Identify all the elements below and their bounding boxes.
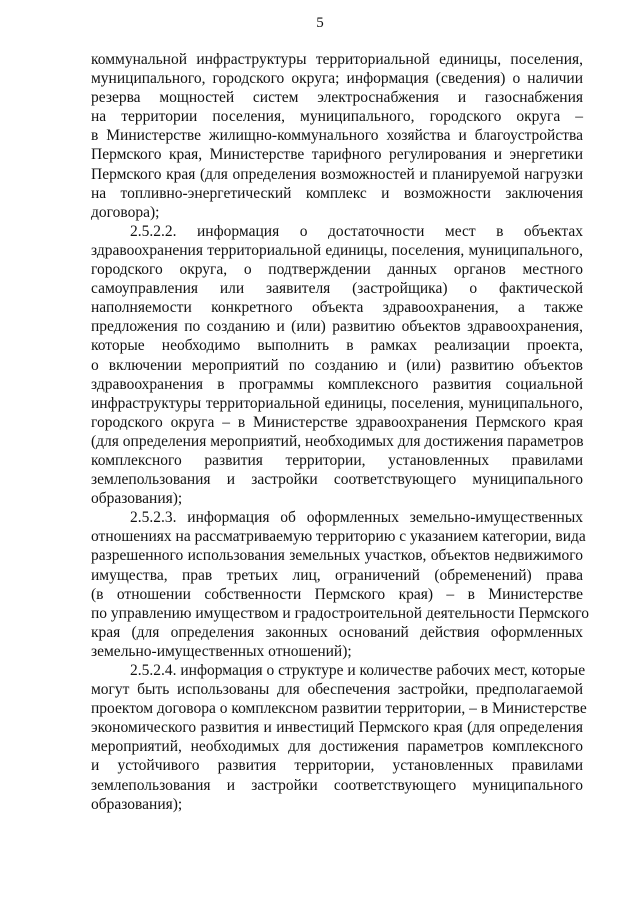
text-line: которые необходимо выполнить в рамках реализации проекта, bbox=[91, 337, 583, 355]
text-line: землепользования и застройки соответствующего муниципального bbox=[91, 776, 583, 794]
paragraph-2-5-2-2 bbox=[91, 222, 583, 508]
text-line: на территории поселения, муниципального, городского округа – bbox=[91, 108, 583, 126]
text-line: 2.5.2.2. информация о достаточности мест в объектах bbox=[130, 222, 583, 240]
text-line: 2.5.2.3. информация об оформленных земельно-имущественных bbox=[130, 509, 583, 527]
text-line: городского округа, о подтверждении данных органов местного bbox=[91, 261, 583, 279]
text-line: (в отношении собственности Пермского края) – в Министерстве bbox=[91, 585, 583, 603]
text-line: наполняемости конкретного объекта здравоохранения, а также bbox=[91, 299, 583, 317]
text-line: в Министерстве жилищно-коммунального хозяйства и благоустройства bbox=[91, 127, 583, 145]
text-line: резерва мощностей систем электроснабжения и газоснабжения bbox=[91, 89, 583, 107]
paragraph-2-5-2-3 bbox=[91, 508, 590, 661]
text-line: отношениях на рассматриваемую территорию с указанием категории, вида bbox=[91, 528, 586, 546]
paragraph-continuation bbox=[91, 50, 583, 222]
text-line: здравоохранения в программы комплексного развития социальной bbox=[91, 375, 583, 393]
text-line: инфраструктуры территориальной единицы, поселения, муниципального, bbox=[91, 394, 583, 412]
text-line: могут быть использованы для обеспечения застройки, предполагаемой bbox=[91, 681, 583, 699]
text-line: коммунальной инфраструктуры территориальной единицы, поселения, bbox=[91, 51, 583, 68]
text-line: разрешенного использования земельных участков, объектов недвижимого bbox=[91, 547, 583, 565]
text-line: имущества, прав третьих лиц, ограничений (обременений) права bbox=[91, 566, 583, 584]
text-line: мероприятий, необходимых для достижения параметров комплексного bbox=[91, 738, 583, 756]
text-line: на топливно-энергетический комплекс и возможности заключения bbox=[91, 184, 583, 202]
text-line: Пермского края, Министерстве тарифного регулирования и энергетики bbox=[91, 146, 583, 164]
paragraph-2-5-2-4 bbox=[91, 661, 587, 814]
body-text bbox=[91, 50, 590, 814]
page-number: 5 bbox=[316, 15, 324, 31]
text-line: образования); bbox=[91, 490, 183, 508]
text-line: Пермского края (для определения возможностей и планируемой нагрузки bbox=[91, 165, 583, 183]
text-line: договора); bbox=[91, 203, 160, 221]
text-line: (для определения мероприятий, необходимых для достижения параметров bbox=[91, 432, 584, 450]
text-line: муниципального, городского округа; информация (сведения) о наличии bbox=[91, 70, 583, 88]
text-line: образования); bbox=[91, 795, 183, 813]
text-line: землепользования и застройки соответствующего муниципального bbox=[91, 471, 583, 489]
text-line: по управлению имуществом и градостроительной деятельности Пермского bbox=[91, 604, 590, 622]
text-line: проектом договора о комплексном развитии территории, – в Министерстве bbox=[91, 700, 587, 718]
text-line: комплексного развития территории, установленных правилами bbox=[91, 451, 583, 469]
text-line: и устойчивого развития территории, установленных правилами bbox=[91, 757, 583, 775]
text-line: предложения по созданию и (или) развитию объектов здравоохранения, bbox=[91, 318, 583, 336]
text-line: экономического развития и инвестиций Пермского края (для определения bbox=[91, 719, 583, 737]
text-line: самоуправления или заявителя (застройщика) о фактической bbox=[91, 280, 583, 298]
text-line: здравоохранения территориальной единицы, поселения, муниципального, bbox=[91, 241, 583, 259]
text-line: земельно-имущественных отношений); bbox=[91, 642, 352, 660]
text-line: 2.5.2.4. информация о структуре и количестве рабочих мест, которые bbox=[130, 662, 586, 679]
text-line: городского округа – в Министерстве здравоохранения Пермского края bbox=[91, 413, 583, 431]
text-line: края (для определения законных оснований действия оформленных bbox=[91, 623, 583, 641]
text-line: о включении мероприятий по созданию и (или) развитию объектов bbox=[91, 356, 583, 374]
